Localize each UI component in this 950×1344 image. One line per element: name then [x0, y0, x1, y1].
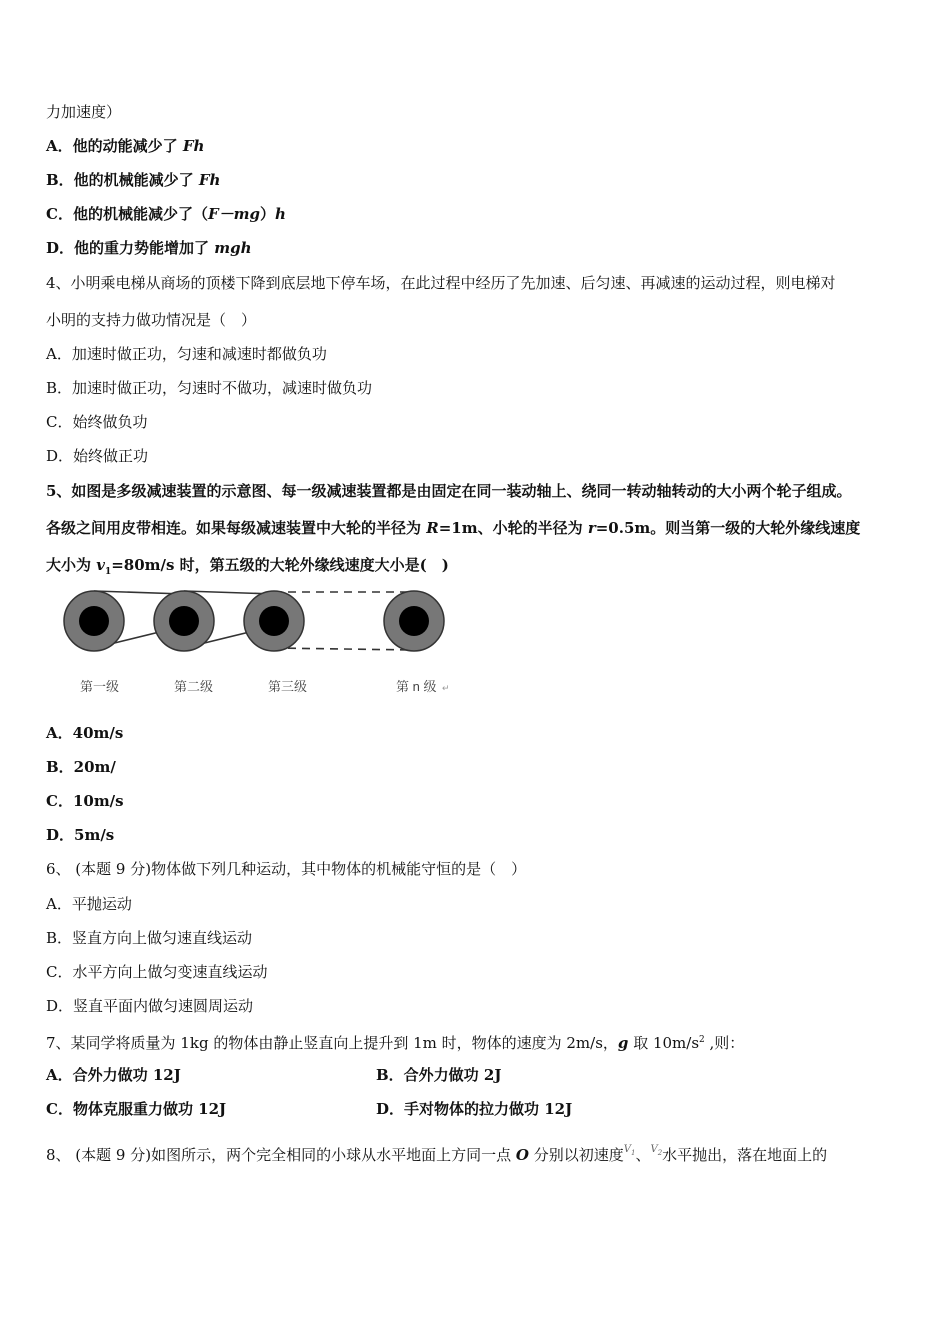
option-b: B．竖直方向上做匀速直线运动 — [46, 929, 253, 947]
small-wheel — [169, 606, 199, 636]
option-a: A．合外力做功 12J — [46, 1066, 181, 1084]
option-b: B．20m/ — [46, 758, 116, 776]
option-b — [46, 170, 220, 190]
option-d: D．始终做正功 — [46, 447, 149, 465]
subscript: 1 — [630, 1149, 636, 1157]
question-4-stem-cont: 小明的支持力做功情况是（ ） — [46, 311, 257, 329]
option-c: C．物体克服重力做功 12J — [46, 1100, 227, 1118]
question-4-stem: 4、小明乘电梯从商场的顶楼下降到底层地下停车场，在此过程中经历了先加速、后匀速、再减速的运动过程，则电梯对 — [46, 274, 836, 292]
question-6-stem: 6、 (本题 9 分)物体做下列几种运动，其中物体的机械能守恒的是（ ） — [46, 860, 527, 878]
option-d: D．手对物体的拉力做功 12J — [376, 1100, 573, 1118]
velocity-v2: V — [650, 1144, 658, 1155]
subscript: 1 — [104, 567, 112, 577]
option-a: A．40m/s — [46, 724, 124, 742]
small-wheel — [259, 606, 289, 636]
option-a: A．加速时做正功，匀速和减速时都做负功 — [46, 345, 327, 363]
question-5-stem-cont — [46, 555, 449, 582]
small-wheel — [79, 606, 109, 636]
small-wheel — [399, 606, 429, 636]
option-c: C．水平方向上做匀变速直线运动 — [46, 963, 268, 981]
formula: R — [426, 519, 439, 537]
stem-text: 各级之间用皮带相连。如果每级减速装置中大轮的半径为 — [46, 519, 427, 537]
stage-label: 第一级 — [80, 679, 120, 694]
option-c — [46, 204, 286, 224]
option-c: C．10m/s — [46, 792, 124, 810]
option-text: ） — [259, 205, 275, 223]
stem-text: 大小为 — [46, 556, 97, 574]
question-5-stem: 5、如图是多级减速装置的示意图、每一级减速装置都是由固定在同一装动轴上、绕同一转动轴转动的大小两个轮子组成。 — [46, 482, 852, 500]
pulley-figure — [56, 588, 476, 712]
question-8-stem — [46, 1145, 827, 1171]
formula: Fh — [198, 171, 221, 189]
option-text: B．他的机械能减少了 — [46, 171, 199, 189]
separator: 、 — [635, 1146, 651, 1164]
pulley-diagram — [56, 588, 476, 708]
formula: F－mg — [207, 205, 260, 223]
return-mark: ↵ — [442, 683, 450, 693]
stage-label: 第二级 — [174, 679, 214, 694]
option-text: D．他的重力势能增加了 — [46, 239, 215, 257]
formula: v — [96, 556, 105, 574]
question-5-stem-cont — [46, 518, 860, 538]
option-d — [46, 238, 252, 258]
formula: h — [274, 205, 286, 223]
stem-text: 水平抛出，落在地面上的 — [662, 1146, 828, 1164]
formula: Fh — [182, 137, 205, 155]
option-a: A．平抛运动 — [46, 895, 132, 913]
formula: mgh — [214, 239, 252, 257]
velocity-symbol — [650, 1144, 662, 1155]
option-c: C．始终做负功 — [46, 413, 148, 431]
option-text: A．他的动能减少了 — [46, 137, 183, 155]
velocity-symbol — [624, 1144, 636, 1155]
stem-text: ,则： — [704, 1034, 745, 1052]
belt-line — [274, 648, 414, 650]
formula: r — [587, 519, 596, 537]
stem-text: 取 10m/s — [628, 1034, 700, 1052]
option-d: D．竖直平面内做匀速圆周运动 — [46, 997, 254, 1015]
option-text: C．他的机械能减少了（ — [46, 205, 208, 223]
superscript: 2 — [699, 1035, 705, 1045]
stem-text: 7、某同学将质量为 1kg 的物体由静止竖直向上提升到 1m 时，物体的速度为 2m/s， — [46, 1034, 618, 1052]
option-b: B．合外力做功 2J — [376, 1066, 502, 1084]
velocity-v1: V — [623, 1144, 631, 1155]
stem-text: =1m、小轮的半径为 — [438, 519, 588, 537]
stage-label: 第 n 级 — [396, 679, 437, 694]
stage-label: 第三级 — [268, 679, 308, 694]
stem-text: 分别以初速度 — [528, 1146, 624, 1164]
question-7-stem — [46, 1030, 744, 1053]
formula: O — [515, 1146, 529, 1164]
stem-text: 8、 (本题 9 分)如图所示，两个完全相同的小球从水平地面上方同一点 — [46, 1146, 516, 1164]
text-line: 力加速度） — [46, 103, 122, 121]
stem-text: =80m/s 时，第五级的大轮外缘线速度大小是( ) — [111, 556, 449, 574]
option-a — [46, 136, 204, 156]
option-b: B．加速时做正功，匀速时不做功，减速时做负功 — [46, 379, 373, 397]
stem-text: =0.5m。则当第一级的大轮外缘线速度 — [595, 519, 861, 537]
option-d: D．5m/s — [46, 826, 115, 844]
formula: g — [617, 1034, 629, 1052]
subscript: 2 — [657, 1149, 663, 1157]
